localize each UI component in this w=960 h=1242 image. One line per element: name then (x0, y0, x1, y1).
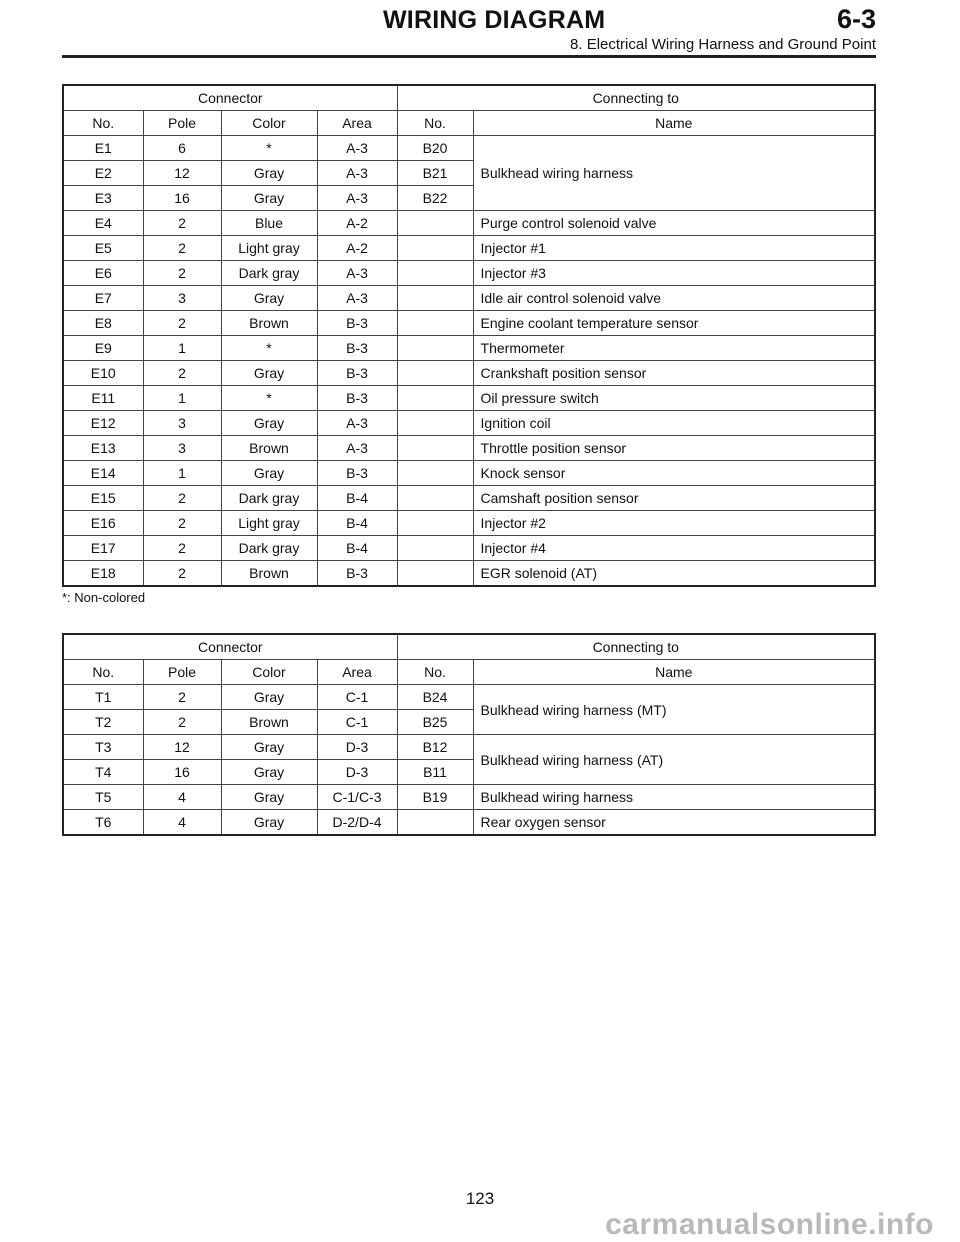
cell-area: B-4 (317, 511, 397, 536)
page-header (62, 4, 876, 58)
cell-name: Bulkhead wiring harness (473, 136, 875, 211)
cell-color: Gray (221, 735, 317, 760)
cell-area: A-3 (317, 186, 397, 211)
cell-no: E1 (63, 136, 143, 161)
cell-no: T4 (63, 760, 143, 785)
cell-color: Gray (221, 810, 317, 836)
cell-connecting-no (397, 361, 473, 386)
table-row (63, 735, 875, 760)
cell-connecting-no (397, 561, 473, 587)
cell-color: Light gray (221, 236, 317, 261)
table-row (63, 461, 875, 486)
cell-connecting-no: B24 (397, 685, 473, 710)
cell-pole: 2 (143, 536, 221, 561)
cell-connecting-no (397, 261, 473, 286)
table-row (63, 685, 875, 710)
col-header-connecting-no: No. (397, 660, 473, 685)
cell-pole: 2 (143, 361, 221, 386)
cell-color: * (221, 336, 317, 361)
page-title: WIRING DIAGRAM (383, 6, 606, 34)
cell-pole: 16 (143, 760, 221, 785)
col-header-pole: Pole (143, 111, 221, 136)
cell-name: Ignition coil (473, 411, 875, 436)
cell-name: Idle air control solenoid valve (473, 286, 875, 311)
cell-color: Brown (221, 710, 317, 735)
section-number: 6-3 (836, 4, 876, 34)
cell-area: D-3 (317, 735, 397, 760)
section-subtitle: 8. Electrical Wiring Harness and Ground Point (570, 36, 876, 53)
cell-color: Gray (221, 760, 317, 785)
cell-no: E2 (63, 161, 143, 186)
cell-pole: 2 (143, 211, 221, 236)
table-row (63, 136, 875, 161)
cell-pole: 2 (143, 236, 221, 261)
table-row (63, 411, 875, 436)
cell-no: E9 (63, 336, 143, 361)
table-row (63, 561, 875, 587)
cell-connecting-no: B21 (397, 161, 473, 186)
cell-no: T3 (63, 735, 143, 760)
cell-connecting-no: B25 (397, 710, 473, 735)
cell-pole: 4 (143, 810, 221, 836)
cell-no: T5 (63, 785, 143, 810)
cell-area: A-2 (317, 211, 397, 236)
cell-color: Gray (221, 785, 317, 810)
col-header-area: Area (317, 660, 397, 685)
cell-pole: 2 (143, 261, 221, 286)
table-row (63, 311, 875, 336)
cell-color: Dark gray (221, 486, 317, 511)
cell-area: B-4 (317, 536, 397, 561)
cell-connecting-no (397, 810, 473, 836)
table-row (63, 361, 875, 386)
cell-name: Engine coolant temperature sensor (473, 311, 875, 336)
cell-color: Gray (221, 461, 317, 486)
cell-no: E7 (63, 286, 143, 311)
table-row (63, 211, 875, 236)
cell-color: Gray (221, 361, 317, 386)
cell-pole: 2 (143, 561, 221, 587)
cell-pole: 12 (143, 735, 221, 760)
page-number: 123 (465, 1189, 495, 1208)
cell-area: A-3 (317, 261, 397, 286)
cell-connecting-no (397, 461, 473, 486)
cell-color: Gray (221, 161, 317, 186)
cell-pole: 2 (143, 511, 221, 536)
cell-pole: 1 (143, 386, 221, 411)
cell-color: Light gray (221, 511, 317, 536)
column-header-row (63, 111, 875, 136)
col-header-name: Name (473, 111, 875, 136)
cell-area: A-3 (317, 411, 397, 436)
cell-connecting-no (397, 286, 473, 311)
cell-pole: 6 (143, 136, 221, 161)
table-row (63, 286, 875, 311)
col-header-name: Name (473, 660, 875, 685)
cell-connecting-no (397, 436, 473, 461)
cell-name: Throttle position sensor (473, 436, 875, 461)
cell-no: E12 (63, 411, 143, 436)
cell-area: C-1 (317, 710, 397, 735)
cell-name: Injector #1 (473, 236, 875, 261)
table-row (63, 386, 875, 411)
cell-connecting-no: B22 (397, 186, 473, 211)
cell-pole: 12 (143, 161, 221, 186)
table-row (63, 810, 875, 836)
cell-color: Brown (221, 436, 317, 461)
col-header-color: Color (221, 660, 317, 685)
cell-color: Dark gray (221, 536, 317, 561)
cell-no: E13 (63, 436, 143, 461)
cell-name: Crankshaft position sensor (473, 361, 875, 386)
cell-connecting-no: B12 (397, 735, 473, 760)
cell-color: * (221, 136, 317, 161)
cell-no: E4 (63, 211, 143, 236)
cell-area: B-3 (317, 311, 397, 336)
cell-no: T6 (63, 810, 143, 836)
cell-connecting-no: B11 (397, 760, 473, 785)
cell-area: D-3 (317, 760, 397, 785)
cell-pole: 1 (143, 461, 221, 486)
table-row (63, 511, 875, 536)
cell-pole: 16 (143, 186, 221, 211)
cell-color: * (221, 386, 317, 411)
cell-color: Blue (221, 211, 317, 236)
cell-connecting-no (397, 411, 473, 436)
col-header-pole: Pole (143, 660, 221, 685)
col-header-color: Color (221, 111, 317, 136)
table-row (63, 436, 875, 461)
cell-area: B-3 (317, 461, 397, 486)
cell-pole: 2 (143, 486, 221, 511)
cell-name: EGR solenoid (AT) (473, 561, 875, 587)
cell-pole: 4 (143, 785, 221, 810)
cell-area: B-3 (317, 386, 397, 411)
cell-area: B-3 (317, 561, 397, 587)
cell-color: Brown (221, 311, 317, 336)
cell-connecting-no (397, 536, 473, 561)
cell-pole: 2 (143, 710, 221, 735)
cell-name: Bulkhead wiring harness (MT) (473, 685, 875, 735)
table-row (63, 261, 875, 286)
cell-name: Camshaft position sensor (473, 486, 875, 511)
col-header-no: No. (63, 111, 143, 136)
cell-area: D-2/D-4 (317, 810, 397, 836)
cell-color: Brown (221, 561, 317, 587)
cell-pole: 2 (143, 685, 221, 710)
cell-no: E3 (63, 186, 143, 211)
cell-color: Gray (221, 286, 317, 311)
column-header-row (63, 660, 875, 685)
cell-area: A-2 (317, 236, 397, 261)
cell-pole: 1 (143, 336, 221, 361)
cell-no: E8 (63, 311, 143, 336)
col-header-connecting-no: No. (397, 111, 473, 136)
cell-connecting-no (397, 486, 473, 511)
cell-name: Purge control solenoid valve (473, 211, 875, 236)
cell-area: B-3 (317, 361, 397, 386)
cell-no: E18 (63, 561, 143, 587)
watermark: carmanualsonline.info (605, 1208, 934, 1241)
group-header-connector: Connector (63, 85, 397, 111)
cell-no: E10 (63, 361, 143, 386)
cell-color: Gray (221, 186, 317, 211)
cell-name: Injector #4 (473, 536, 875, 561)
cell-name: Oil pressure switch (473, 386, 875, 411)
cell-name: Injector #2 (473, 511, 875, 536)
table-row (63, 236, 875, 261)
cell-no: E14 (63, 461, 143, 486)
cell-area: A-3 (317, 286, 397, 311)
col-header-area: Area (317, 111, 397, 136)
cell-name: Rear oxygen sensor (473, 810, 875, 836)
cell-color: Dark gray (221, 261, 317, 286)
cell-name: Thermometer (473, 336, 875, 361)
footnote: *: Non-colored (62, 590, 146, 605)
cell-connecting-no (397, 211, 473, 236)
cell-no: E11 (63, 386, 143, 411)
cell-connecting-no (397, 311, 473, 336)
cell-connecting-no: B20 (397, 136, 473, 161)
cell-pole: 3 (143, 411, 221, 436)
cell-no: E15 (63, 486, 143, 511)
table-row (63, 336, 875, 361)
cell-pole: 3 (143, 436, 221, 461)
cell-color: Gray (221, 685, 317, 710)
cell-connecting-no (397, 336, 473, 361)
cell-area: A-3 (317, 136, 397, 161)
cell-name: Bulkhead wiring harness (AT) (473, 735, 875, 785)
cell-no: E17 (63, 536, 143, 561)
cell-area: A-3 (317, 436, 397, 461)
cell-pole: 2 (143, 311, 221, 336)
cell-no: E5 (63, 236, 143, 261)
cell-name: Knock sensor (473, 461, 875, 486)
cell-no: E6 (63, 261, 143, 286)
cell-name: Injector #3 (473, 261, 875, 286)
connector-table-e (62, 84, 876, 587)
connector-table-t (62, 633, 876, 836)
cell-area: C-1/C-3 (317, 785, 397, 810)
group-header-connecting-to: Connecting to (397, 85, 875, 111)
cell-area: B-4 (317, 486, 397, 511)
group-header-connector: Connector (63, 634, 397, 660)
cell-connecting-no (397, 511, 473, 536)
cell-no: T2 (63, 710, 143, 735)
header-rule (62, 55, 876, 58)
cell-no: T1 (63, 685, 143, 710)
cell-connecting-no: B19 (397, 785, 473, 810)
table-row (63, 536, 875, 561)
col-header-no: No. (63, 660, 143, 685)
cell-name: Bulkhead wiring harness (473, 785, 875, 810)
group-header-row (63, 85, 875, 111)
group-header-connecting-to: Connecting to (397, 634, 875, 660)
table-row (63, 486, 875, 511)
cell-area: A-3 (317, 161, 397, 186)
cell-connecting-no (397, 386, 473, 411)
cell-area: B-3 (317, 336, 397, 361)
cell-area: C-1 (317, 685, 397, 710)
cell-connecting-no (397, 236, 473, 261)
table-row (63, 785, 875, 810)
cell-pole: 3 (143, 286, 221, 311)
cell-no: E16 (63, 511, 143, 536)
group-header-row (63, 634, 875, 660)
cell-color: Gray (221, 411, 317, 436)
